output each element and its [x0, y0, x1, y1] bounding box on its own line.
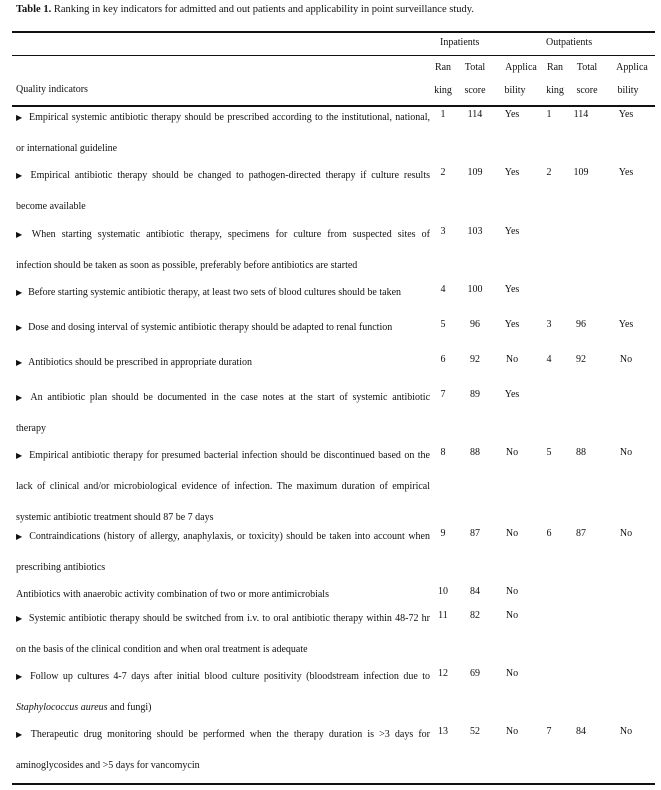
triangle-right-icon: ▶	[16, 358, 23, 367]
indicator-text: Empirical systemic antibiotic therapy should be prescribed according to the institutional, national,	[29, 112, 431, 123]
indicator-text-line	[16, 481, 430, 492]
indicator-text-line	[16, 322, 430, 333]
indicator-text: Follow up cultures 4-7 days after initial blood culture positivity (bloodstream infection due to	[30, 671, 431, 682]
indicator-text: Staphylococcus aureus and fungi)	[16, 702, 152, 713]
out-total-score-cell: 87	[576, 528, 586, 539]
in-applicability-cell: No	[505, 586, 519, 597]
indicator-text: Empirical antibiotic therapy should be changed to pathogen-directed therapy if culture results	[30, 170, 430, 181]
in-ranking-cell: 12	[438, 668, 448, 679]
in-ranking-cell: 6	[440, 354, 446, 365]
quality-indicators-header: Quality indicators	[16, 84, 88, 95]
out-ranking-cell: 1	[546, 109, 552, 120]
indicator-text-line	[16, 423, 430, 434]
in-ranking-cell: 8	[440, 447, 446, 458]
in-applicability-cell: No	[505, 447, 519, 458]
indicator-text: prescribing antibiotics	[16, 562, 106, 573]
indicator-text-line	[16, 229, 430, 240]
out-applicability-cell: No	[619, 447, 633, 458]
indicator-text: on the basis of the clinical condition and when oral treatment is adequate	[16, 644, 308, 655]
triangle-right-icon: ▶	[16, 230, 26, 239]
in-total-score-cell: 109	[467, 167, 483, 178]
in-ranking-cell: 2	[440, 167, 446, 178]
in-total-score-cell: 69	[470, 668, 480, 679]
out-ranking-header-a: Ran	[546, 62, 564, 73]
indicator-text-line	[16, 760, 430, 771]
table-caption	[16, 4, 474, 15]
in-applicability-cell: No	[505, 528, 519, 539]
out-ranking-cell: 4	[546, 354, 552, 365]
indicator-text-line	[16, 201, 430, 212]
indicator-text-line	[16, 392, 430, 403]
in-applicability-cell: No	[505, 610, 519, 621]
in-applicability-cell: No	[505, 726, 519, 737]
indicator-text: systemic antibiotic treatment should 87 be 7 days	[16, 512, 214, 523]
indicator-text: Dose and dosing interval of systemic antibiotic therapy should be adapted to renal function	[28, 322, 393, 333]
caption-text: Ranking in key indicators for admitted and out patients and applicability in point surveillance study.	[51, 4, 474, 15]
in-ranking-cell: 13	[438, 726, 448, 737]
triangle-right-icon: ▶	[16, 730, 25, 739]
out-total-score-cell: 84	[576, 726, 586, 737]
top-rule	[12, 31, 655, 33]
in-total-header-b: score	[464, 85, 486, 96]
in-total-score-cell: 103	[467, 226, 483, 237]
in-ranking-cell: 1	[440, 109, 446, 120]
indicator-text: An antibiotic plan should be documented in the case notes at the start of systemic antibiotic	[30, 392, 431, 403]
in-applicability-cell: Yes	[504, 284, 520, 295]
in-applicability-cell: Yes	[504, 226, 520, 237]
indicator-text: Therapeutic drug monitoring should be performed when the therapy duration is >3 days for	[30, 729, 430, 740]
indicator-text: Empirical antibiotic therapy for presumed bacterial infection should be discontinued based on the	[29, 450, 430, 461]
header-rule	[12, 105, 655, 107]
indicator-text-line	[16, 450, 430, 461]
indicator-text: Antibiotics should be prescribed in appropriate duration	[28, 357, 252, 368]
out-ranking-header-b: king	[546, 85, 564, 96]
in-ranking-cell: 3	[440, 226, 446, 237]
triangle-right-icon: ▶	[16, 532, 24, 541]
indicator-text: Contraindications (history of allergy, anaphylaxis, or toxicity) should be taken into account when	[29, 531, 430, 542]
in-ranking-cell: 11	[438, 610, 448, 621]
in-applicability-cell: Yes	[504, 109, 520, 120]
out-applicability-cell: Yes	[618, 109, 634, 120]
indicator-text: Before starting systemic antibiotic therapy, at least two sets of blood cultures should be taken	[28, 287, 402, 298]
indicator-text-line	[16, 170, 430, 181]
indicator-text-line	[16, 702, 430, 713]
out-applicability-cell: Yes	[618, 167, 634, 178]
indicator-text-line	[16, 143, 430, 154]
indicator-text: Antibiotics with anaerobic activity combination of two or more antimicrobials	[16, 589, 329, 600]
in-ranking-cell: 5	[440, 319, 446, 330]
in-applicability-cell: Yes	[504, 167, 520, 178]
out-total-score-cell: 96	[576, 319, 586, 330]
in-applicability-cell: Yes	[504, 319, 520, 330]
out-applicability-cell: Yes	[618, 319, 634, 330]
in-total-score-cell: 92	[470, 354, 480, 365]
in-ranking-cell: 4	[440, 284, 446, 295]
triangle-right-icon: ▶	[16, 393, 25, 402]
in-total-score-cell: 89	[470, 389, 480, 400]
indicator-text: When starting systematic antibiotic therapy, specimens for culture from suspected sites of	[31, 229, 430, 240]
in-ranking-cell: 9	[440, 528, 446, 539]
in-ranking-cell: 10	[438, 586, 448, 597]
indicator-text-line	[16, 287, 430, 298]
indicator-text: aminoglycosides and >5 days for vancomycin	[16, 760, 200, 771]
indicator-text: therapy	[16, 423, 46, 434]
in-applicability-cell: No	[505, 354, 519, 365]
triangle-right-icon: ▶	[16, 288, 23, 297]
indicator-text-line	[16, 357, 430, 368]
triangle-right-icon: ▶	[16, 113, 23, 122]
out-ranking-cell: 5	[546, 447, 552, 458]
in-ranking-header-b: king	[434, 85, 452, 96]
in-total-score-cell: 84	[470, 586, 480, 597]
indicator-text: or international guideline	[16, 143, 118, 154]
caption-label: Table 1.	[16, 4, 52, 15]
indicator-text: lack of clinical and/or microbiological evidence of infection. The maximum duration of empirical	[16, 481, 430, 492]
out-applicability-cell: No	[619, 726, 633, 737]
indicator-text: infection should be taken as soon as possible, preferably before antibiotics are started	[16, 260, 358, 271]
indicator-text-line	[16, 644, 430, 655]
out-total-score-cell: 88	[576, 447, 586, 458]
in-total-score-cell: 87	[470, 528, 480, 539]
in-total-score-cell: 114	[467, 109, 483, 120]
out-ranking-cell: 2	[546, 167, 552, 178]
out-applicability-header-a: Applica	[616, 62, 648, 73]
triangle-right-icon: ▶	[16, 323, 23, 332]
indicator-text-line	[16, 589, 430, 600]
out-ranking-cell: 7	[546, 726, 552, 737]
outpatients-header: Outpatients	[546, 37, 593, 48]
in-ranking-header-a: Ran	[434, 62, 452, 73]
indicator-text: Systemic antibiotic therapy should be switched from i.v. to oral antibiotic therapy within 48-72 hr	[28, 613, 431, 624]
in-applicability-header-b: bility	[504, 85, 526, 96]
triangle-right-icon: ▶	[16, 672, 25, 681]
bottom-rule	[12, 783, 655, 785]
out-ranking-cell: 6	[546, 528, 552, 539]
indicator-text-line	[16, 613, 430, 624]
out-applicability-cell: No	[619, 528, 633, 539]
out-total-header-a: Total	[576, 62, 598, 73]
in-total-score-cell: 52	[470, 726, 480, 737]
indicator-text-line	[16, 512, 430, 523]
in-applicability-cell: Yes	[504, 389, 520, 400]
out-total-score-cell: 114	[573, 109, 589, 120]
out-total-header-b: score	[576, 85, 598, 96]
indicator-text-line	[16, 112, 430, 123]
in-applicability-cell: No	[505, 668, 519, 679]
indicator-text: become available	[16, 201, 86, 212]
indicator-text-line	[16, 260, 430, 271]
out-ranking-cell: 3	[546, 319, 552, 330]
out-total-score-cell: 92	[576, 354, 586, 365]
inpatients-header: Inpatients	[440, 37, 480, 48]
out-applicability-cell: No	[619, 354, 633, 365]
out-total-score-cell: 109	[573, 167, 589, 178]
indicator-text-line	[16, 729, 430, 740]
indicator-text-line	[16, 531, 430, 542]
in-total-score-cell: 96	[470, 319, 480, 330]
group-rule	[12, 55, 655, 56]
in-total-score-cell: 82	[470, 610, 480, 621]
triangle-right-icon: ▶	[16, 614, 23, 623]
triangle-right-icon: ▶	[16, 451, 24, 460]
in-total-header-a: Total	[464, 62, 486, 73]
out-applicability-header-b: bility	[617, 85, 639, 96]
in-applicability-header-a: Applica	[505, 62, 537, 73]
triangle-right-icon: ▶	[16, 171, 25, 180]
in-ranking-cell: 7	[440, 389, 446, 400]
in-total-score-cell: 88	[470, 447, 480, 458]
in-total-score-cell: 100	[467, 284, 483, 295]
indicator-text-line	[16, 562, 430, 573]
indicator-text-line	[16, 671, 430, 682]
